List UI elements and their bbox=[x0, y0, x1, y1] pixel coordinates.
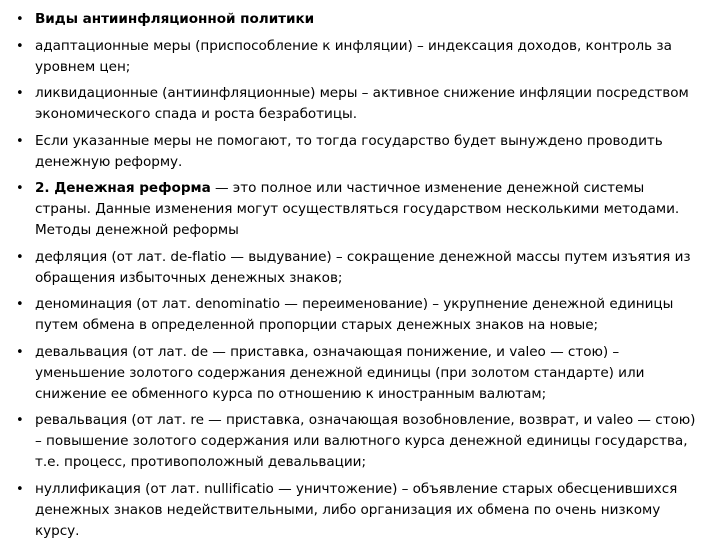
bullet-icon: • bbox=[16, 344, 24, 360]
bullet-icon: • bbox=[16, 481, 24, 497]
list-item bbox=[16, 83, 700, 125]
item-text: — это полное или частичное изменение денежной системы страны. Данные изменения могут осуществляться государством несколькими методами. Методы денежной реформы bbox=[35, 180, 680, 238]
bullet-icon: • bbox=[16, 86, 24, 101]
bullet-list bbox=[16, 9, 700, 542]
list-item bbox=[16, 36, 700, 78]
list-item bbox=[16, 410, 700, 473]
bullet-icon: • bbox=[16, 133, 24, 149]
list-item bbox=[16, 131, 700, 173]
bullet-icon: • bbox=[16, 249, 24, 265]
list-item bbox=[16, 9, 700, 30]
item-text: адаптационные меры (приспособление к инфляции) – индексация доходов, контроль за уровнем цен; bbox=[35, 37, 672, 75]
bullet-icon: • bbox=[16, 38, 24, 54]
item-text: дефляция (от лат. de-flatio — выдувание) – сокращение денежной массы путем изъятия из обращения избыточных денежных знаков; bbox=[35, 248, 691, 286]
item-text: девальвация (от лат. de — приставка, означающая понижение, и valeo — стою) – уменьшение золотого содержания денежной единицы (при золотом стандарте) или снижение ее обменного курса по отношению к иностранным валютам; bbox=[35, 343, 645, 402]
bullet-icon: • bbox=[16, 297, 24, 312]
item-text: Если указанные меры не помогают, то тогда государство будет вынуждено проводить денежную реформу. bbox=[35, 132, 663, 170]
bullet-icon: • bbox=[16, 181, 24, 196]
bullet-icon: • bbox=[16, 413, 24, 428]
list-item bbox=[16, 342, 700, 405]
item-text: деноминация (от лат. denominatio — переименование) – укрупнение денежной единицы путем обмена в определенной пропорции старых денежных знаков на новые; bbox=[35, 296, 674, 333]
list-item bbox=[16, 479, 700, 542]
bullet-icon: • bbox=[16, 12, 24, 27]
item-text: ревальвация (от лат. re — приставка, означающая возобновление, возврат, и valeo — стою) – повышение золотого содержания или валютного курса денежной единицы государства, т.е. процесс, противоположный девальвации; bbox=[35, 412, 696, 470]
item-bold-text: Виды антиинфляционной политики bbox=[35, 11, 315, 27]
list-item bbox=[16, 247, 700, 289]
list-item bbox=[16, 294, 700, 336]
item-bold-text: 2. Денежная реформа bbox=[35, 180, 211, 196]
list-item bbox=[16, 178, 700, 241]
item-text: нуллификация (от лат. nullificatio — уничтожение) – объявление старых обесценившихся денежных знаков недействительными, либо организация их обмена по очень низкому курсу. bbox=[35, 480, 678, 539]
item-text: ликвидационные (антиинфляционные) меры – активное снижение инфляции посредством экономического спада и роста безработицы. bbox=[35, 85, 689, 122]
